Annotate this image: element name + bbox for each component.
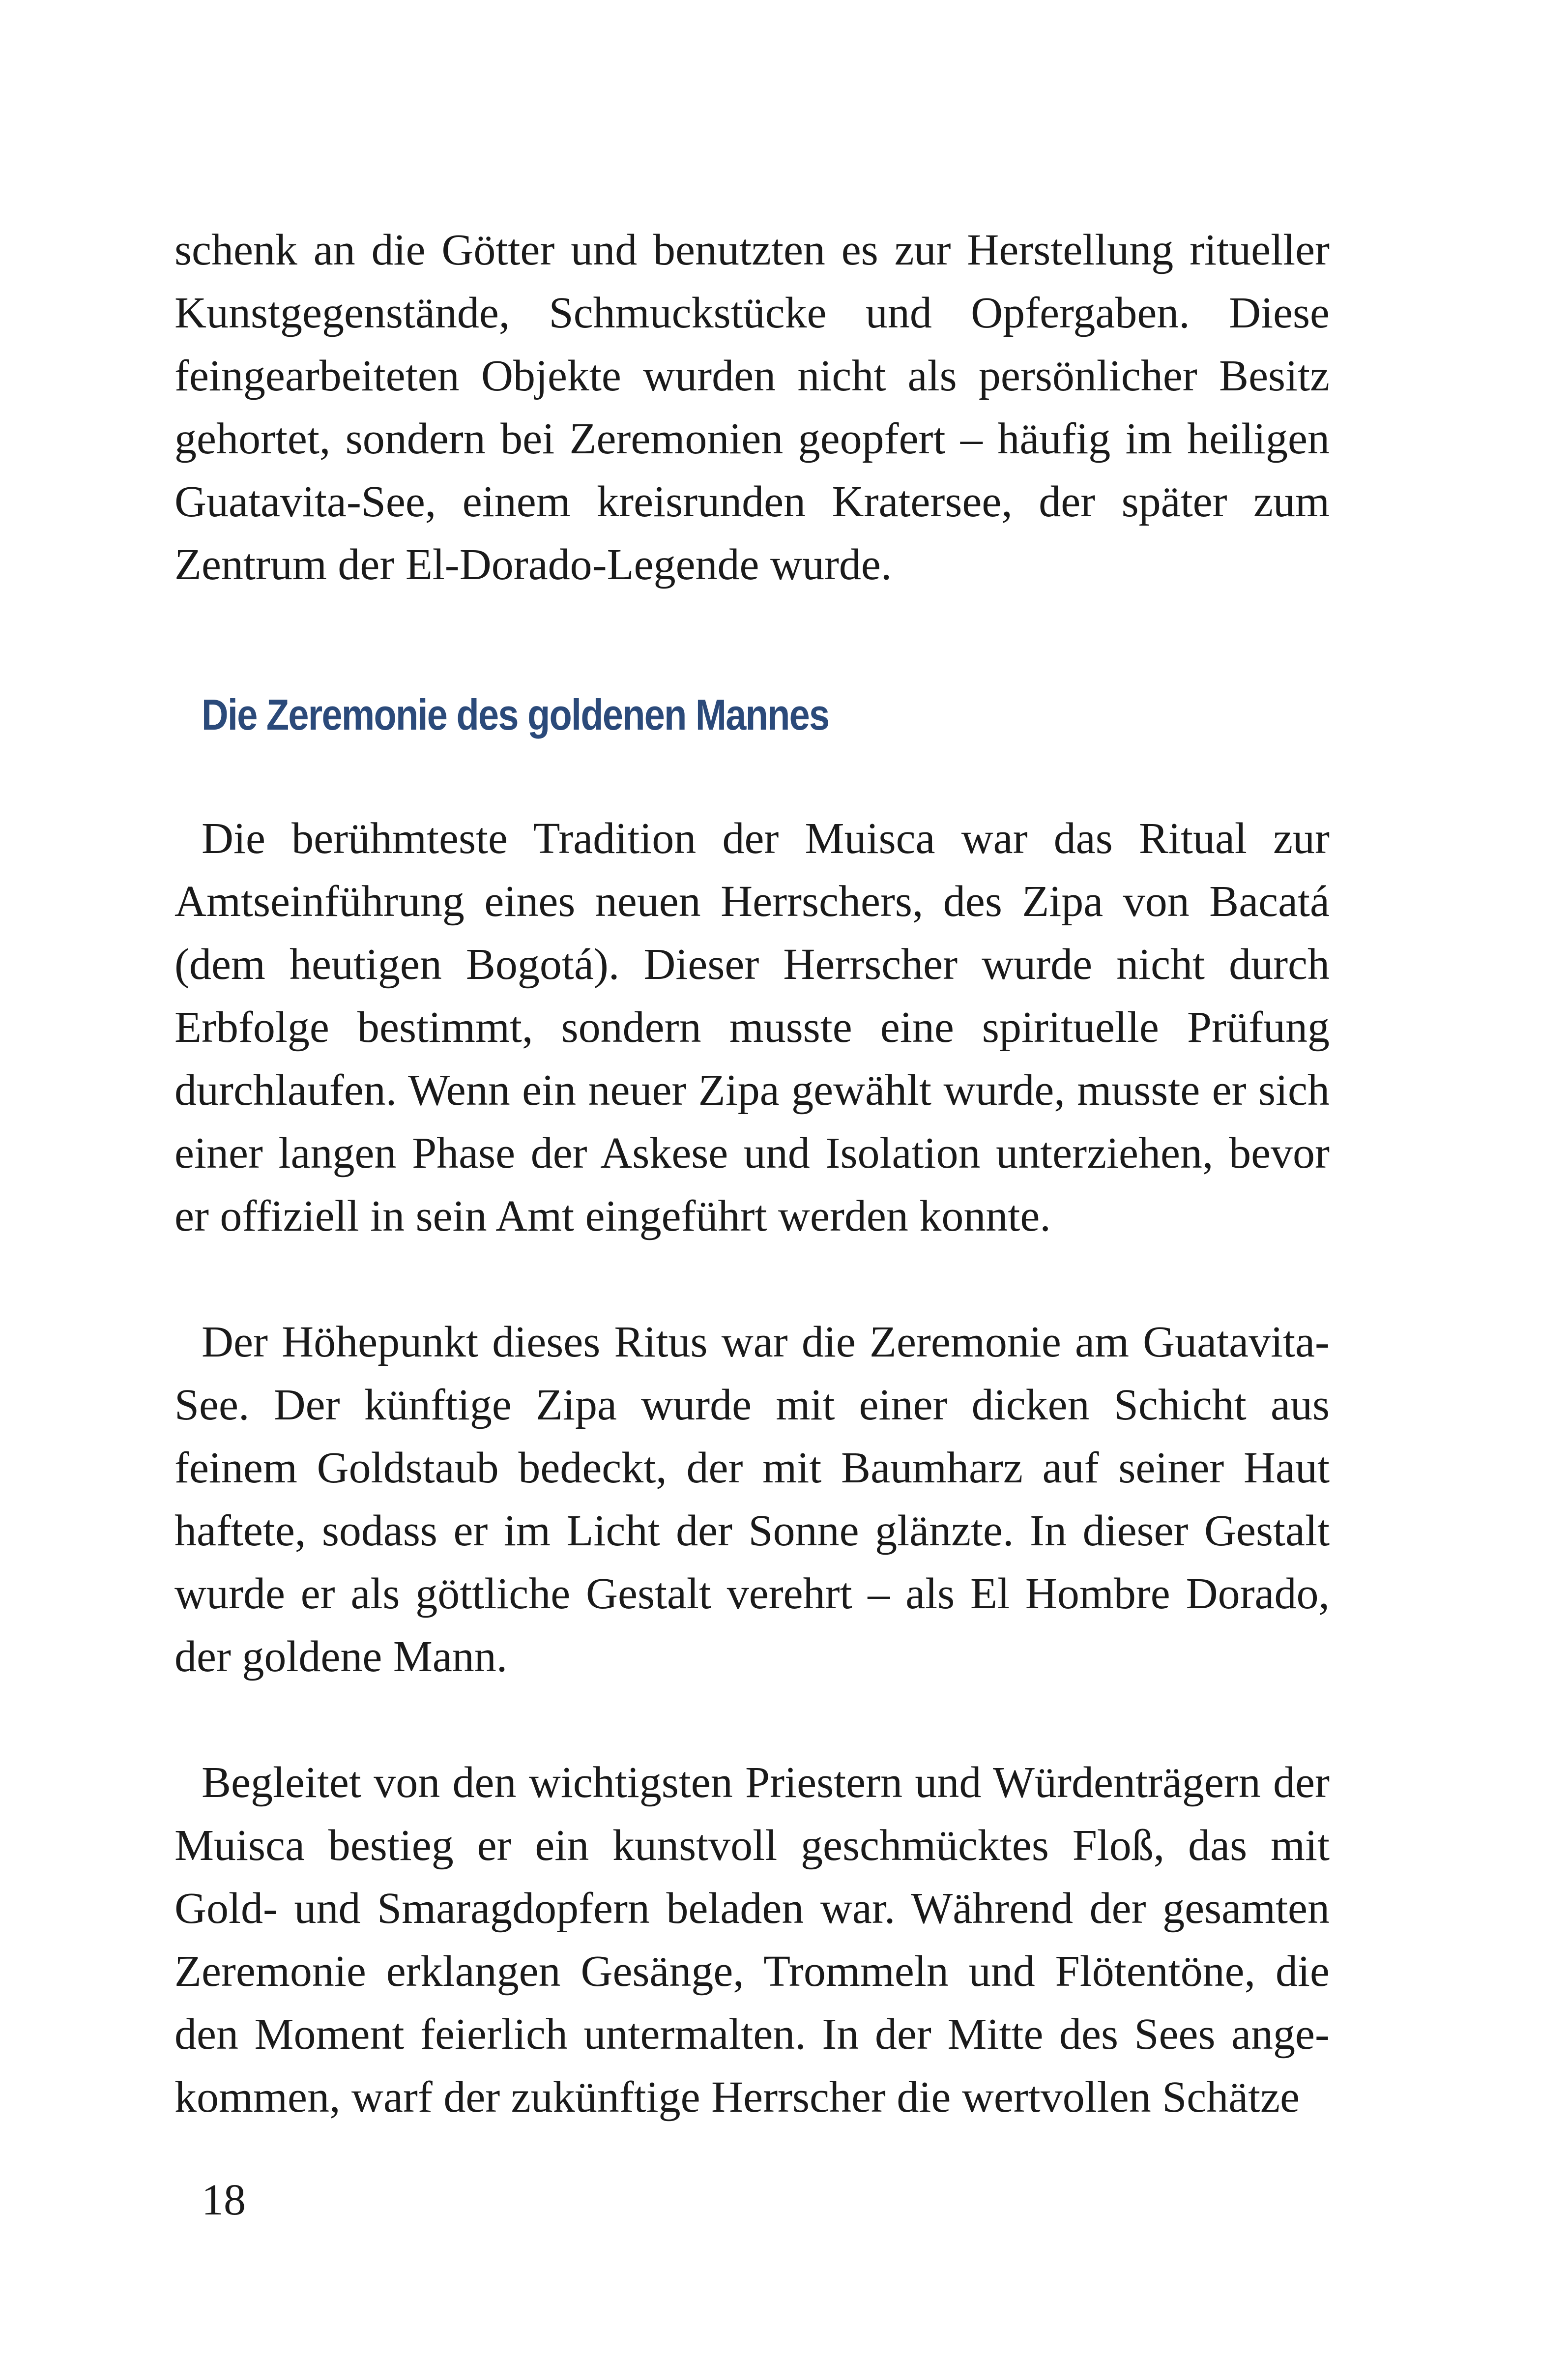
paragraph-3: Begleitet von den wichtigsten Priestern und Würdenträgern der Muisca bestieg er ein kunstvoll geschmücktes Floß, das mit Gold- und Smaragdopfern beladen war. Während der gesamten Zeremonie erklangen Gesänge, Trommeln und Flötentöne, die den Moment feierlich untermalten. In der Mitte des Sees angekommen, warf der zukünftige Herrscher die wertvollen Schätze — [174, 1758, 1330, 2122]
page-number: 18 — [202, 2176, 246, 2224]
text-block — [174, 219, 1330, 2129]
section-heading: Die Zeremonie des goldenen Mannes — [202, 690, 829, 739]
continued-paragraph: schenk an die Götter und benutzten es zur Herstellung ritueller Kunstgegenstände, Schmuckstücke und Opfergaben. Diese feingearbeiteten Objekte wurden nicht als persönlicher Besitz gehortet, sondern bei Zeremonien geopfert – häufig im heiligen Guatavita-See, einem kreisrunden Kratersee, der später zum Zentrum der El-Dorado-Legende wurde. — [174, 226, 1330, 589]
paragraph-2: Der Höhepunkt dieses Ritus war die Zeremonie am Guatavita-See. Der künftige Zipa wurde mit einer dicken Schicht aus feinem Goldstaub bedeckt, der mit Baumharz auf seiner Haut haftete, sodass er im Licht der Sonne glänzte. In dieser Gestalt wurde er als göttliche Gestalt verehrt – als El Hombre Dorado, der goldene Mann. — [174, 1318, 1330, 1681]
paragraph-1: Die berühmteste Tradition der Muisca war das Ritual zur Amtseinführung eines neuen Herrschers, des Zipa von Bacatá (dem heutigen Bogotá). Dieser Herrscher wurde nicht durch Erbfolge bestimmt, sondern musste eine spirituelle Prüfung durchlaufen. Wenn ein neuer Zipa gewählt wurde, musste er sich einer langen Phase der Askese und Isolation unterziehen, bevor er offiziell in sein Amt eingeführt werden konnte. — [174, 814, 1330, 1240]
